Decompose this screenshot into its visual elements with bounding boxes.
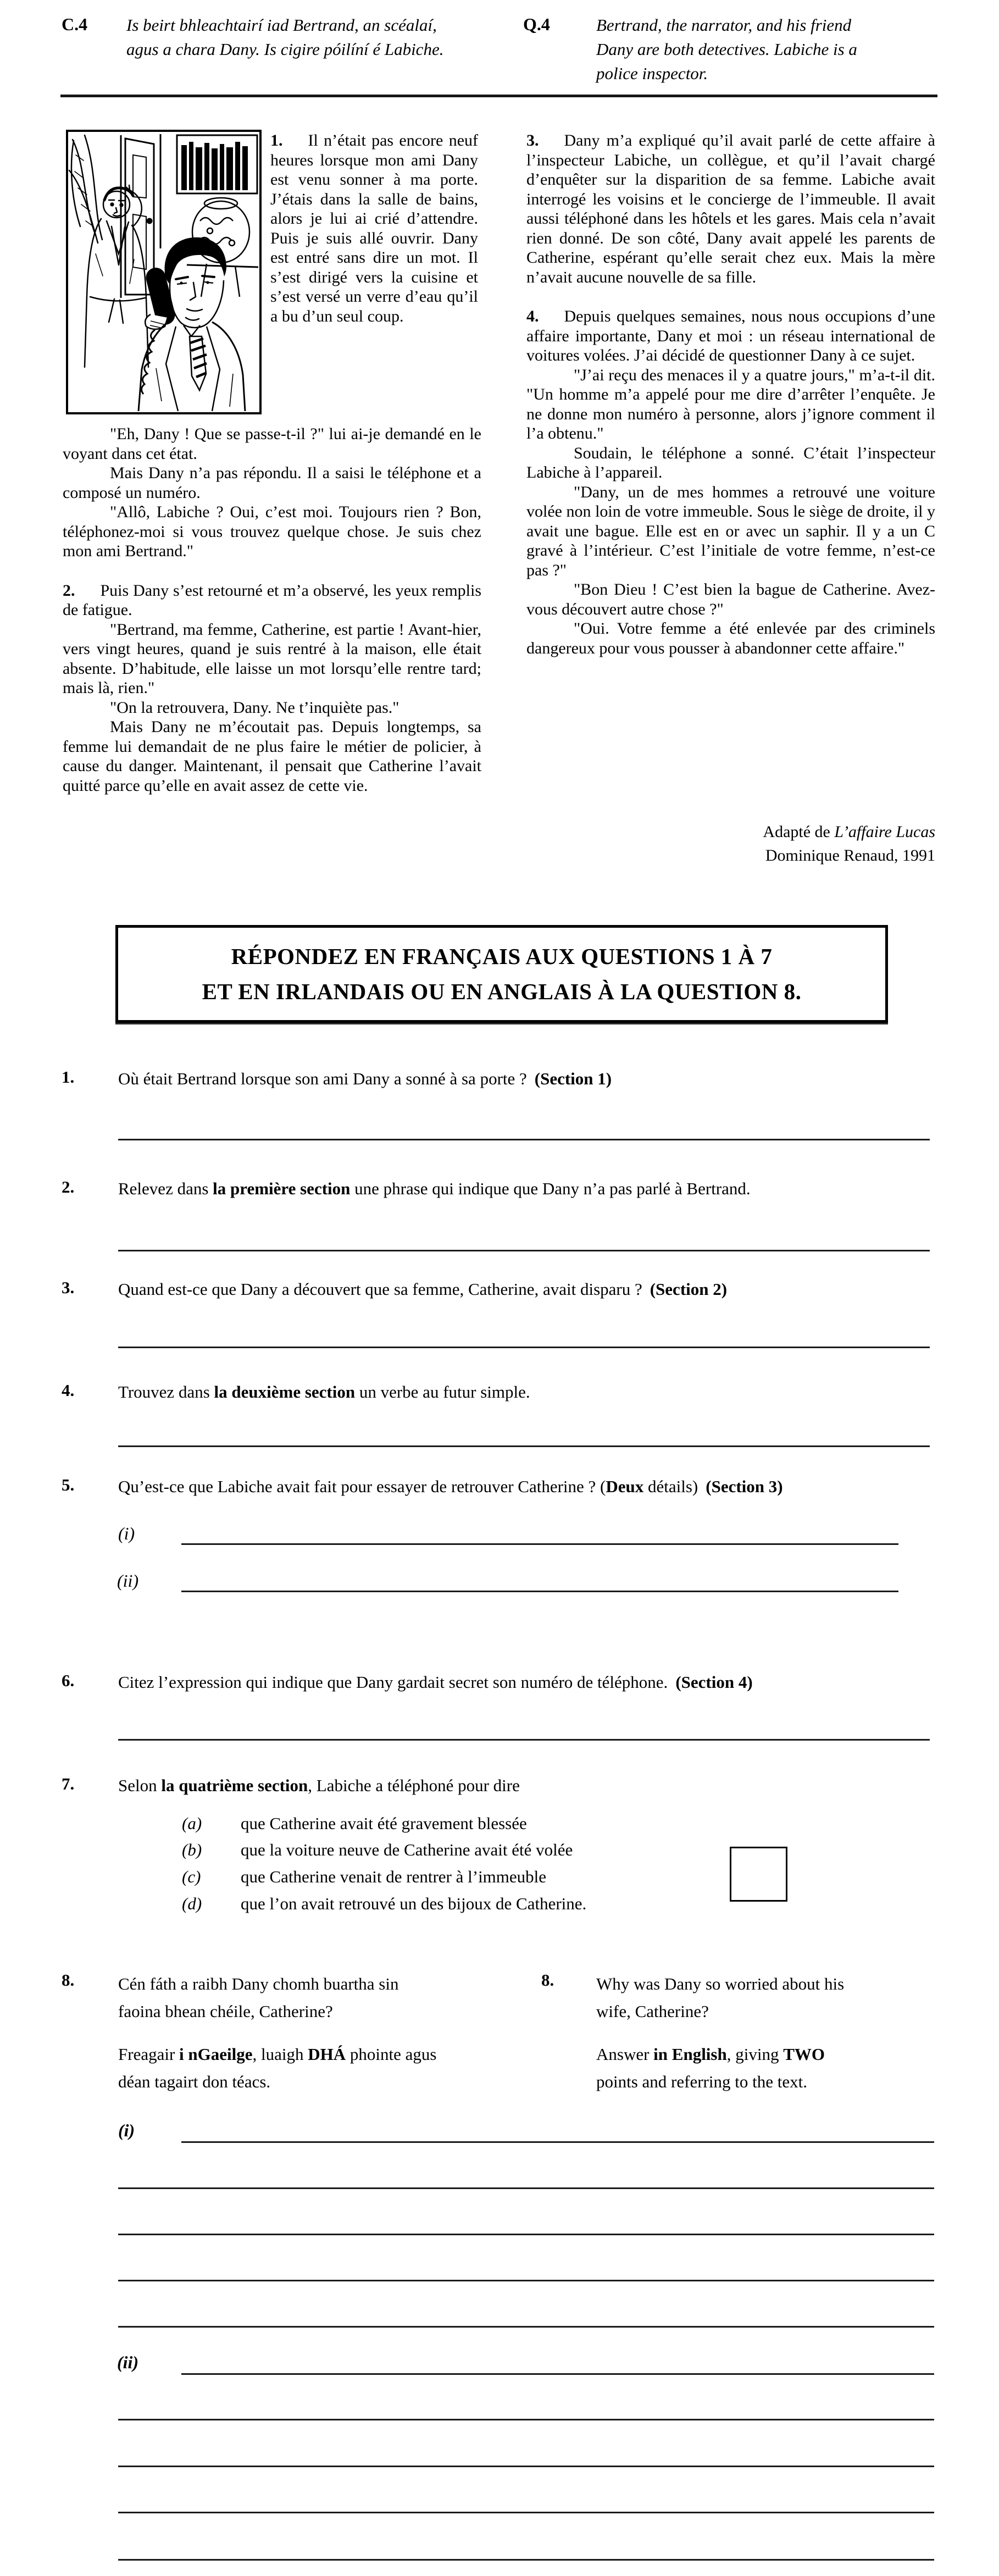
answer-line-q4[interactable] — [118, 1445, 930, 1447]
question-6: 6. Citez l’expression qui indique que Dany gardait secret son numéro de téléphone. (Section 4) — [62, 1671, 753, 1692]
instruction-line-2: ET EN IRLANDAIS OU EN ANGLAIS À LA QUESTION 8. — [202, 979, 802, 1004]
instruction-box — [115, 925, 888, 1023]
paragraph: "Oui. Votre femme a été enlevée par des criminels dangereux pour vous pousser à abandonner cette affaire." — [526, 619, 935, 657]
q7-option-c: (c) que Catherine venait de rentrer à l’immeuble — [182, 1867, 547, 1886]
q8-sub-label-i: (i) — [118, 2120, 135, 2140]
option-letter: (a) — [182, 1814, 202, 1833]
question-number: 2. — [62, 1177, 75, 1196]
answer-line-q8-i-3[interactable] — [118, 2234, 934, 2235]
paragraph: "On la retrouvera, Dany. Ne t’inquiète pas." — [110, 698, 399, 717]
answer-line-q8-i-2[interactable] — [118, 2187, 934, 2189]
passage-left-column — [63, 424, 481, 795]
question-number: 3. — [62, 1278, 75, 1297]
paragraph: "Bon Dieu ! C’est bien la bague de Catherine. Avez-vous découvert autre chose ?" — [526, 580, 935, 618]
irish-question-intro: Is beirt bhleachtairí iad Bertrand, an scéalaí, agus a chara Dany. Is cigire póilíní é Labiche. — [126, 15, 444, 59]
section-number: 2. — [63, 581, 75, 600]
question-3: 3. Quand est-ce que Dany a découvert que sa femme, Catherine, avait disparu ? (Section 2) — [62, 1278, 728, 1299]
attribution-source: Adapté de L’affaire Lucas — [763, 823, 935, 841]
question-number: 6. — [62, 1671, 75, 1690]
question-8-english-instruction: Answer in English, giving TWO points and referring to the text. — [596, 2045, 825, 2091]
answer-line-q5-ii[interactable] — [181, 1591, 898, 1592]
paragraph: 1. Il n’était pas encore neuf heures lorsque mon ami Dany est venu sonner à ma porte. J’étais dans la salle de bains, alors je lui ai crié d’attendre. Puis je suis allé ouvrir. Dany est entré sans dire un mot. Il s’est dirigé vers la cuisine et s’est versé un verre d’eau qu’il a bu d’un seul coup. — [270, 131, 478, 325]
paragraph: Mais Dany ne m’écoutait pas. Depuis longtemps, sa femme lui demandait de ne plus faire le métier de policier, à cause du danger. Maintenant, il pensait que Catherine l’avait quitté parce qu’elle en avait assez de cette vie. — [63, 718, 481, 795]
q7-option-d: (d) que l’on avait retrouvé un des bijoux de Catherine. — [182, 1894, 587, 1913]
question-number: 8. — [62, 1970, 75, 1990]
q5-sub-label-ii: (ii) — [117, 1571, 139, 1591]
answer-line-q8-ii-4[interactable] — [118, 2512, 934, 2513]
section-number: 1. — [270, 131, 283, 149]
section-number: 3. — [526, 131, 539, 149]
passage-right-column — [526, 131, 935, 658]
q7-answer-box[interactable] — [730, 1847, 787, 1902]
man-in-bathrobe — [85, 185, 148, 367]
paragraph: "Allô, Labiche ? Oui, c’est moi. Toujours rien ? Bon, téléphonez-moi si vous trouvez quelque chose. Je suis chez mon ami Bertrand." — [63, 503, 481, 560]
question-8-irish-instruction: Freagair i nGaeilge, luaigh DHÁ phointe agus déan tagairt don téacs. — [118, 2045, 437, 2091]
section-number: 4. — [526, 307, 539, 325]
paragraph: 3. Dany m’a expliqué qu’il avait parlé de cette affaire à l’inspecteur Labiche, un collègue, et qu’il l’avait chargé d’enquêter sur la disparition de sa femme. Labiche avait interrogé les voisins et le concierge de l’immeuble. Il avait aussi téléphoné dans les hôtels et les gares. Mais cela n’avait rien donné. De son côté, Dany avait appelé les parents de Catherine, espérant qu’elle serait chez eux. Mais la mère n’avait aucune nouvelle de sa fille. — [526, 131, 935, 286]
answer-line-q8-ii-5[interactable] — [118, 2559, 934, 2561]
question-8-english: 8. Why was Dany so worried about his wife, Catherine? — [541, 1970, 845, 2021]
option-letter: (c) — [182, 1867, 201, 1886]
attribution — [526, 820, 935, 867]
attribution-author: Dominique Renaud, 1991 — [765, 846, 935, 865]
option-letter: (b) — [182, 1840, 202, 1859]
q5-sub-label-i: (i) — [118, 1524, 135, 1543]
english-question-intro: Bertrand, the narrator, and his friend Dany are both detectives. Labiche is a police inspector. — [596, 15, 857, 83]
answer-line-q1[interactable] — [118, 1139, 930, 1140]
answer-line-q8-i-5[interactable] — [118, 2326, 934, 2328]
comic-drawing — [68, 132, 259, 412]
answer-line-q8-i-4[interactable] — [118, 2280, 934, 2281]
paragraph: "Dany, un de mes hommes a retrouvé une voiture volée non loin de votre immeuble. Sous le siège de droite, il y avait une bague. Elle est en or avec un saphir. Il y a un C gravé à l’intérieur. C’est l’initiale de votre femme, n’est-ce pas ?" — [526, 483, 935, 579]
q8-sub-label-ii: (ii) — [117, 2352, 139, 2372]
question-5: 5. Qu’est-ce que Labiche avait fait pour essayer de retrouver Catherine ? (Deux détails) (Section 3) — [62, 1475, 783, 1496]
option-letter: (d) — [182, 1894, 202, 1913]
paragraph: Soudain, le téléphone a sonné. C’était l’inspecteur Labiche à l’appareil. — [526, 444, 935, 481]
paragraph: "Eh, Dany ! Que se passe-t-il ?" lui ai-je demandé en le voyant dans cet état. — [63, 425, 481, 463]
paragraph: 2. Puis Dany s’est retourné et m’a observé, les yeux remplis de fatigue. — [63, 581, 481, 619]
section-reference: (Section 2) — [650, 1279, 728, 1299]
answer-line-q8-ii[interactable] — [181, 2373, 934, 2375]
answer-line-q3[interactable] — [118, 1347, 930, 1348]
irish-question-label: C.4 — [62, 14, 88, 34]
question-2: 2. Relevez dans la première section une phrase qui indique que Dany n’a pas parlé à Bertrand. — [62, 1177, 751, 1198]
section-reference: (Section 1) — [534, 1069, 612, 1088]
bookshelf-icon — [177, 135, 257, 193]
english-question-label: Q.4 — [523, 14, 550, 34]
paragraph: Mais Dany n’a pas répondu. Il a saisi le téléphone et a composé un numéro. — [63, 464, 481, 502]
section-reference: (Section 3) — [706, 1477, 783, 1496]
question-number: 8. — [541, 1970, 554, 1990]
q7-option-a: (a) que Catherine avait été gravement blessée — [182, 1814, 527, 1833]
question-number: 7. — [62, 1774, 75, 1793]
comic-illustration — [66, 130, 262, 414]
question-8-irish: 8. Cén fáth a raibh Dany chomh buartha sin faoina bhean chéile, Catherine? — [62, 1970, 399, 2021]
question-number: 4. — [62, 1381, 75, 1400]
question-4: 4. Trouvez dans la deuxième section un verbe au futur simple. — [62, 1381, 530, 1401]
answer-line-q8-ii-2[interactable] — [118, 2419, 934, 2420]
question-1: 1. Où était Bertrand lorsque son ami Dany a sonné à sa porte ? (Section 1) — [62, 1067, 612, 1088]
paragraph: "Bertrand, ma femme, Catherine, est partie ! Avant-hier, vers vingt heures, quand je suis rentré à la maison, elle était absente. D’habitude, elle laisse un mot lorsqu’elle rentre tard; mais là, rien." — [63, 620, 481, 697]
answer-line-q5-i[interactable] — [181, 1543, 898, 1545]
answer-line-q8-i[interactable] — [181, 2141, 934, 2143]
question-number: 5. — [62, 1475, 75, 1494]
passage-section-1 — [270, 131, 478, 326]
question-number: 1. — [62, 1067, 75, 1087]
q7-option-b: (b) que la voiture neuve de Catherine avait été volée — [182, 1840, 573, 1859]
instruction-line-1: RÉPONDEZ EN FRANÇAIS AUX QUESTIONS 1 À 7 — [231, 944, 773, 969]
paragraph: 4. Depuis quelques semaines, nous nous occupions d’une affaire importante, Dany et moi : un réseau international de voitures volées. J’ai décidé de questionner Dany à ce sujet. — [526, 307, 935, 364]
question-7: 7. Selon la quatrième section, Labiche a téléphoné pour dire — [62, 1774, 520, 1795]
answer-line-q2[interactable] — [118, 1250, 930, 1251]
paragraph: "J’ai reçu des menaces il y a quatre jours," m’a-t-il dit. "Un homme m’a appelé pour me dire d’arrêter l’enquête. Je ne donne mon numéro à personne, alors j’ignore comment il l’a obtenu." — [526, 365, 935, 442]
answer-line-q6[interactable] — [118, 1739, 930, 1741]
header-rule — [60, 95, 937, 97]
answer-line-q8-ii-3[interactable] — [118, 2466, 934, 2467]
section-reference: (Section 4) — [675, 1672, 753, 1692]
